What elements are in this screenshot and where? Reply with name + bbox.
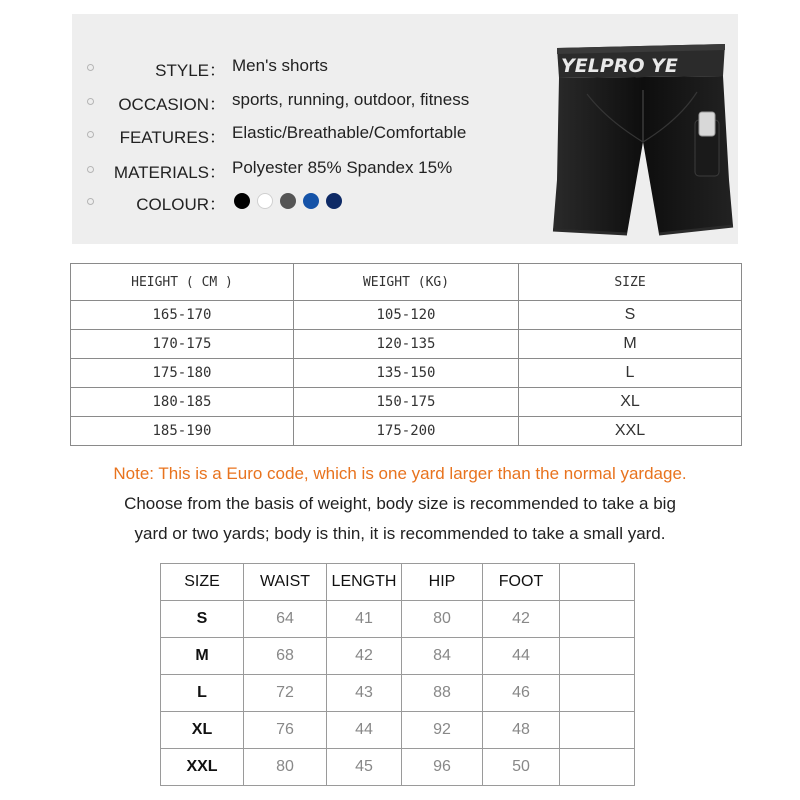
height-cell: 170-175 [71,330,294,359]
waist-cell: 68 [244,638,327,675]
column-header-hip: HIP [402,564,483,601]
spec-label: MATERIALS： [113,163,226,182]
waist-cell: 72 [244,675,327,712]
size-cell: M [519,330,742,359]
column-header-waist: WAIST [244,564,327,601]
column-header-height: HEIGHT ( CM ) [71,264,294,301]
bullet-icon [87,98,94,105]
spec-value: Polyester 85% Spandex 15% [232,158,453,177]
size-cell: XXL [161,749,244,786]
foot-cell: 42 [483,601,560,638]
table-row [161,638,635,675]
waist-cell: 76 [244,712,327,749]
colour-swatch-navy[interactable] [326,193,342,209]
column-header-size: SIZE [161,564,244,601]
sizing-advice-line-1: Choose from the basis of weight, body size is recommended to take a big [124,494,676,513]
spec-label: OCCASION： [118,95,226,114]
empty-cell [560,638,635,675]
spec-row-colour [72,186,542,216]
bullet-icon [87,131,94,138]
table-row [71,301,742,330]
table-row [161,675,635,712]
column-header-weight: WEIGHT (KG) [294,264,519,301]
length-cell: 42 [327,638,402,675]
spec-row-features [72,119,542,149]
shorts-product-image [547,30,737,242]
measurement-table [160,563,635,786]
column-header-foot: FOOT [483,564,560,601]
weight-cell: 175-200 [294,417,519,446]
empty-cell [560,712,635,749]
hip-cell: 92 [402,712,483,749]
weight-cell: 105-120 [294,301,519,330]
colour-swatch-black[interactable] [234,193,250,209]
table-header-row [71,264,742,301]
spec-label: STYLE： [155,61,226,80]
size-cell: S [161,601,244,638]
waistband-logo: YELPRO YE [561,55,678,77]
bullet-icon [87,64,94,71]
spec-label: FEATURES： [119,128,226,147]
foot-cell: 44 [483,638,560,675]
weight-cell: 120-135 [294,330,519,359]
height-weight-size-table [70,263,742,446]
hip-cell: 80 [402,601,483,638]
table-row [71,388,742,417]
length-cell: 45 [327,749,402,786]
size-cell: XL [161,712,244,749]
bullet-icon [87,198,94,205]
height-cell: 175-180 [71,359,294,388]
column-header-empty [560,564,635,601]
column-header-length: LENGTH [327,564,402,601]
sizing-advice-line-2: yard or two yards; body is thin, it is recommended to take a small yard. [134,524,666,543]
weight-cell: 135-150 [294,359,519,388]
euro-code-note: Note: This is a Euro code, which is one yard larger than the normal yardage. [113,464,687,483]
weight-cell: 150-175 [294,388,519,417]
length-cell: 44 [327,712,402,749]
colour-swatches [234,193,342,209]
spec-value: Men's shorts [232,56,328,75]
table-header-row [161,564,635,601]
table-row [71,359,742,388]
table-row [161,712,635,749]
table-row [71,417,742,446]
spec-row-style [72,52,542,82]
hip-cell: 88 [402,675,483,712]
size-cell: M [161,638,244,675]
size-cell: L [519,359,742,388]
table-row [71,330,742,359]
waist-cell: 80 [244,749,327,786]
height-cell: 185-190 [71,417,294,446]
size-cell: S [519,301,742,330]
height-cell: 180-185 [71,388,294,417]
spec-value: sports, running, outdoor, fitness [232,90,470,109]
waist-cell: 64 [244,601,327,638]
height-cell: 165-170 [71,301,294,330]
column-header-size: SIZE [519,264,742,301]
table-row [161,601,635,638]
spec-label: COLOUR： [136,195,226,214]
foot-cell: 48 [483,712,560,749]
empty-cell [560,749,635,786]
hip-cell: 84 [402,638,483,675]
colour-swatch-grey[interactable] [280,193,296,209]
size-cell: XXL [519,417,742,446]
colour-swatch-blue[interactable] [303,193,319,209]
spec-row-materials [72,154,542,184]
empty-cell [560,601,635,638]
spec-panel [72,14,738,244]
length-cell: 43 [327,675,402,712]
size-cell: XL [519,388,742,417]
foot-cell: 50 [483,749,560,786]
size-cell: L [161,675,244,712]
table-row [161,749,635,786]
length-cell: 41 [327,601,402,638]
foot-cell: 46 [483,675,560,712]
empty-cell [560,675,635,712]
hip-cell: 96 [402,749,483,786]
spec-row-occasion [72,86,542,116]
colour-swatch-white[interactable] [257,193,273,209]
spec-value: Elastic/Breathable/Comfortable [232,123,467,142]
bullet-icon [87,166,94,173]
